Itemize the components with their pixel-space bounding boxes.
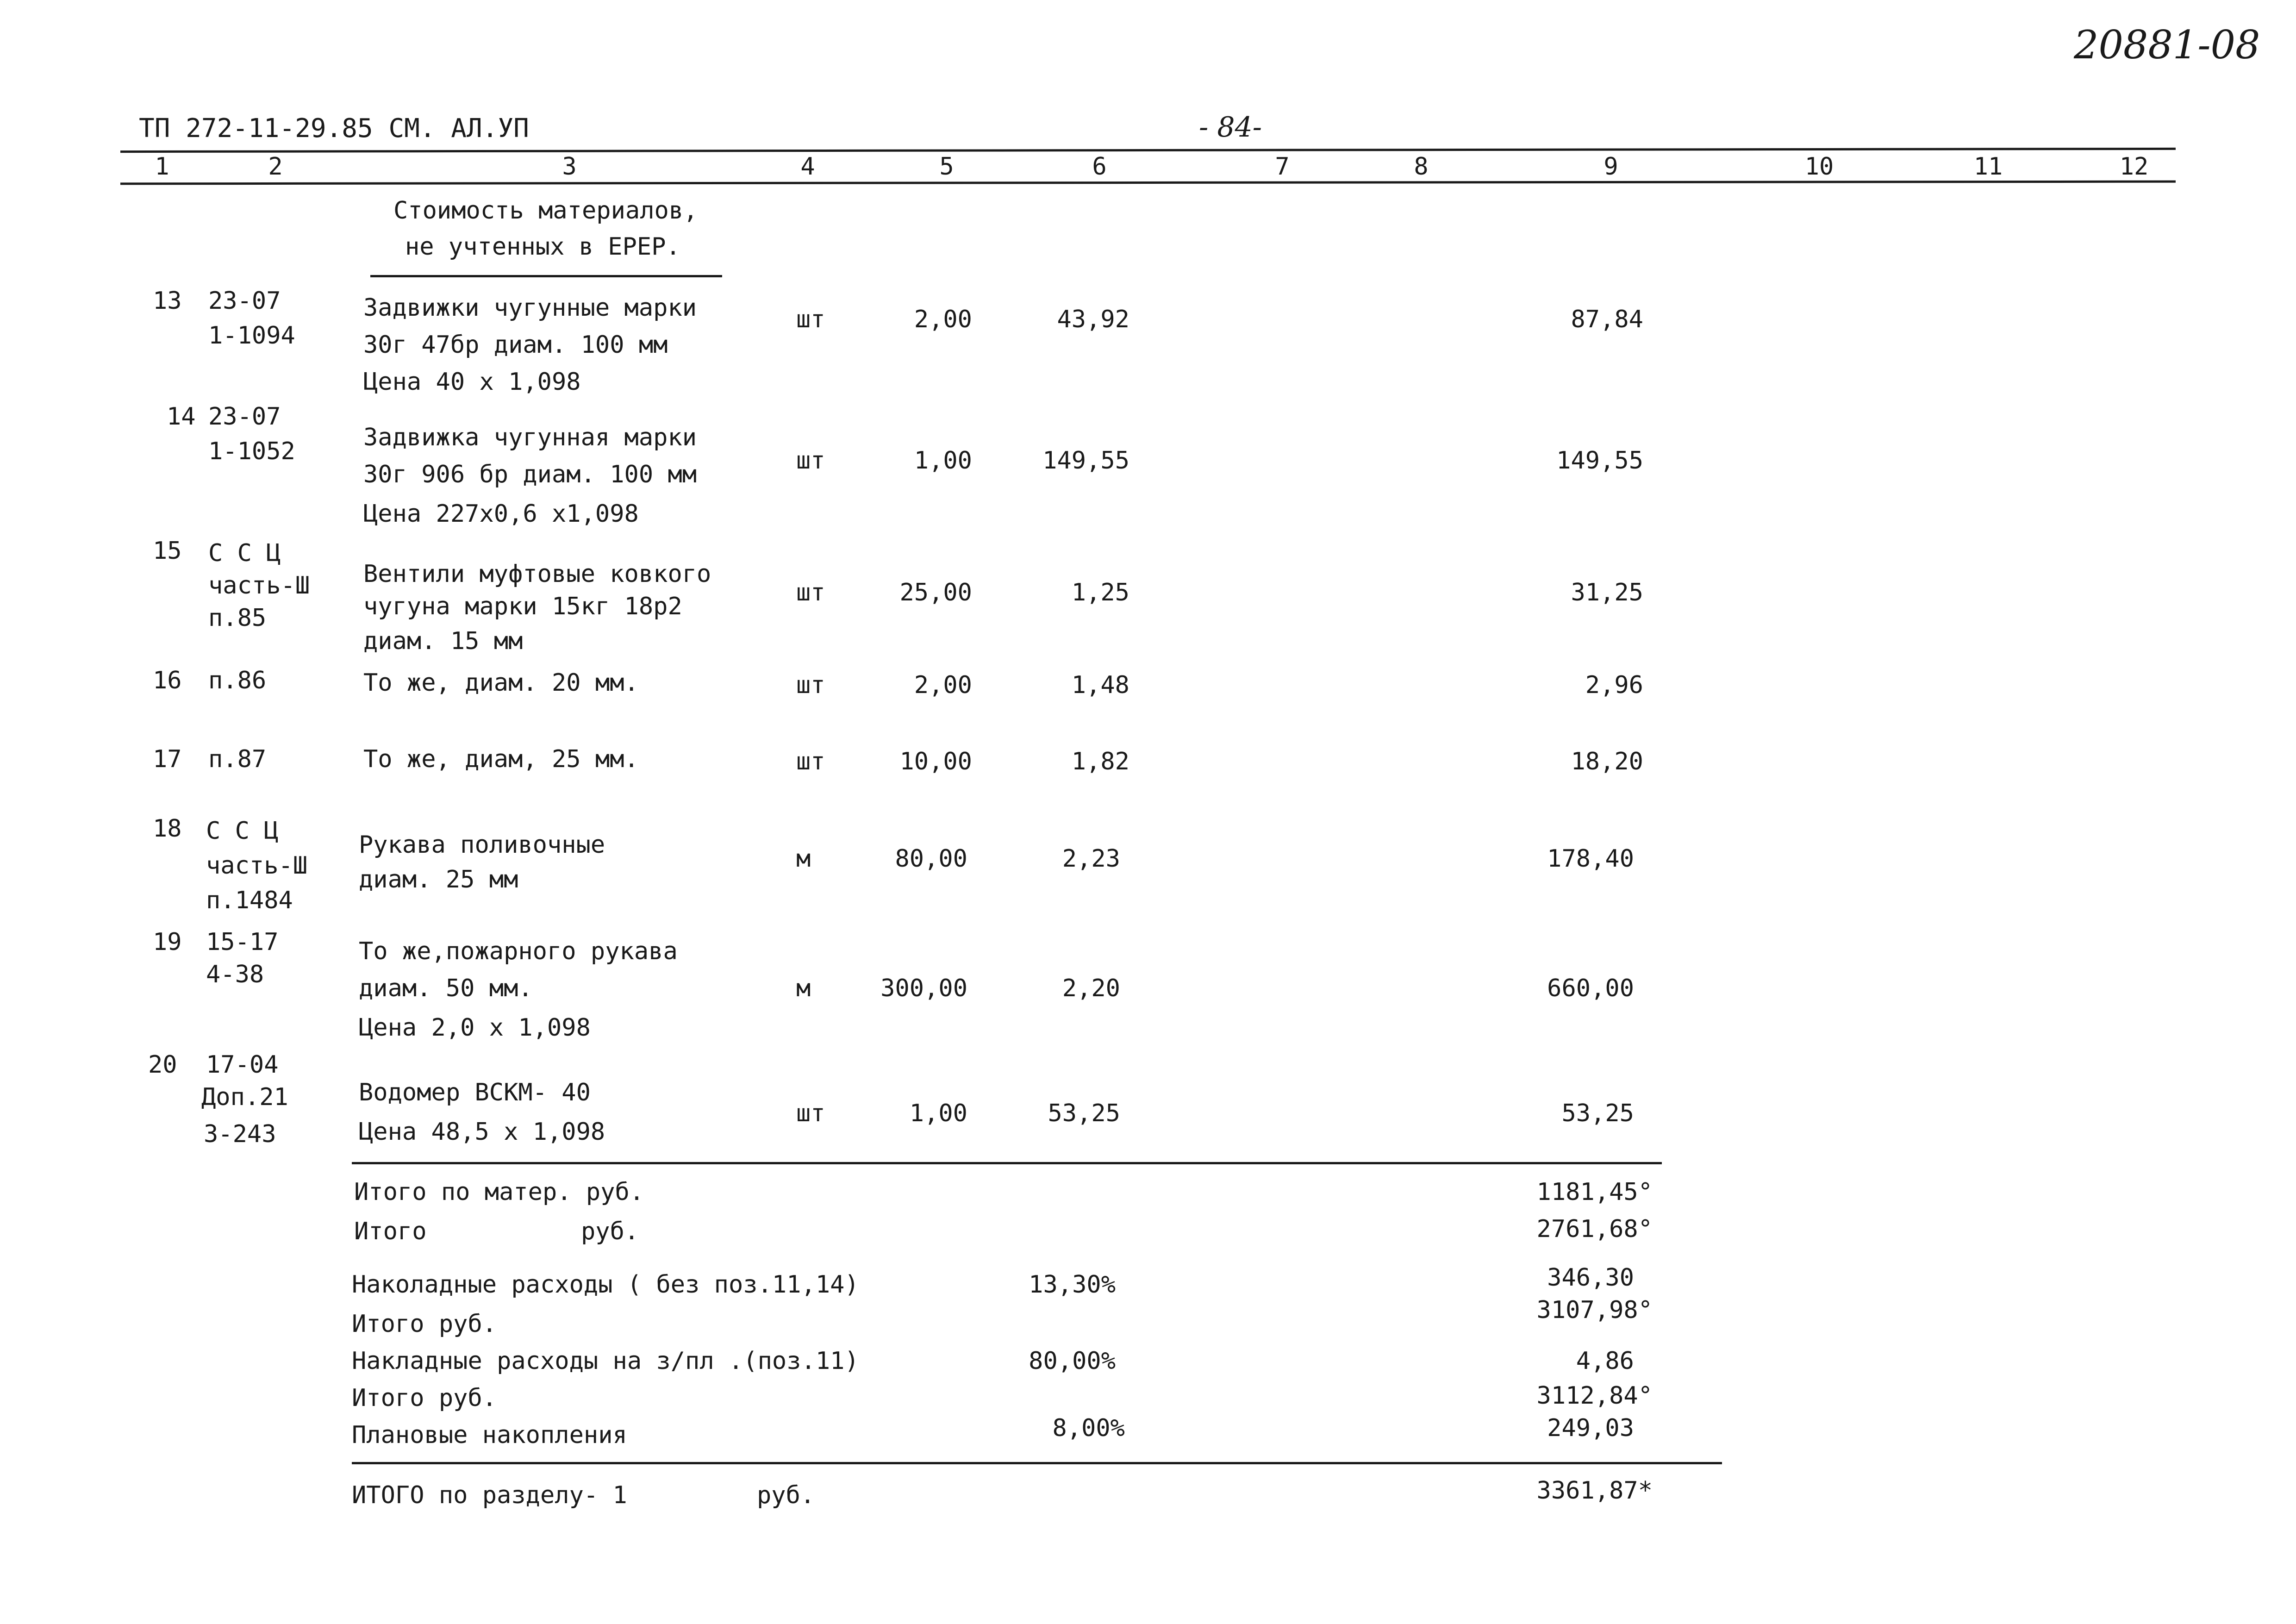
row-19-description: диам. 50 мм. <box>359 974 533 1002</box>
row-17-quantity: 10,00 <box>899 748 972 775</box>
row-16-code: п.86 <box>208 667 267 694</box>
col-9: 9 <box>1603 153 1618 181</box>
row-18-total: 178,40 <box>1547 845 1634 873</box>
row-16-price: 1,48 <box>1071 671 1129 699</box>
total-value: 2761,68° <box>1536 1215 1653 1243</box>
subtotal-1-value: 3107,98° <box>1536 1296 1653 1324</box>
col-7: 7 <box>1275 153 1290 181</box>
subtotal-1-label: Итого руб. <box>352 1310 497 1338</box>
row-19-description: Цена 2,0 x 1,098 <box>359 1014 591 1042</box>
row-14-code: 1-1052 <box>208 437 295 465</box>
planned-percent: 8,00% <box>1052 1414 1125 1442</box>
col-8: 8 <box>1414 153 1429 181</box>
row-13-unit: шт <box>796 306 825 333</box>
col-6: 6 <box>1092 153 1107 181</box>
col-2: 2 <box>268 153 283 181</box>
row-13-total: 87,84 <box>1571 306 1643 333</box>
row-19-quantity: 300,00 <box>880 974 967 1002</box>
row-19-description: То же,пожарного рукава <box>359 937 678 965</box>
row-15-quantity: 25,00 <box>899 579 972 606</box>
row-15-description: Вентили муфтовые ковкого <box>363 560 711 588</box>
row-13-code: 1-1094 <box>208 322 295 350</box>
overhead-percent: 13,30% <box>1029 1271 1116 1299</box>
row-17-price: 1,82 <box>1071 748 1129 775</box>
row-18-description: Рукава поливочные <box>359 831 605 859</box>
row-14-unit: шт <box>796 447 825 475</box>
materials-total-value: 1181,45° <box>1536 1178 1653 1206</box>
planned-label: Плановые накопления <box>352 1421 627 1449</box>
overhead-wage-percent: 80,00% <box>1029 1347 1116 1375</box>
row-18-code: п.1484 <box>206 887 293 914</box>
row-20-price: 53,25 <box>1048 1099 1120 1127</box>
row-15-code: п.85 <box>208 604 267 632</box>
total-label: Итого <box>354 1218 427 1245</box>
row-17-description: То же, диам, 25 мм. <box>363 745 639 773</box>
overhead-value: 346,30 <box>1547 1264 1634 1292</box>
row-19-code: 15-17 <box>206 928 279 956</box>
row-15-total: 31,25 <box>1571 579 1643 606</box>
row-20-unit: шт <box>796 1099 825 1127</box>
row-14-price: 149,55 <box>1042 447 1129 475</box>
row-14-description: 30г 906 бр диам. 100 мм <box>363 461 697 488</box>
row-19-total: 660,00 <box>1547 974 1634 1002</box>
row-15-code: часть-Ш <box>208 572 310 600</box>
row-13-price: 43,92 <box>1057 306 1129 333</box>
row-19-number: 19 <box>153 928 182 956</box>
col-4: 4 <box>800 153 815 181</box>
document-code: 20881-08 <box>2074 22 2260 68</box>
planned-value: 249,03 <box>1547 1414 1634 1442</box>
row-13-description: 30г 47бр диам. 100 мм <box>363 331 668 359</box>
subtotal-2-label: Итого руб. <box>352 1384 497 1412</box>
row-20-code: Доп.21 <box>201 1083 288 1111</box>
row-19-price: 2,20 <box>1062 974 1120 1002</box>
row-20-quantity: 1,00 <box>909 1099 967 1127</box>
materials-total-label: Итого по матер. руб. <box>354 1178 644 1206</box>
row-18-number: 18 <box>153 815 182 843</box>
row-17-number: 17 <box>153 745 182 773</box>
row-13-number: 13 <box>153 287 182 315</box>
section-title-underline <box>370 275 722 277</box>
section-total-label: ИТОГО по разделу- 1 <box>352 1481 627 1509</box>
row-16-total: 2,96 <box>1585 671 1643 699</box>
row-20-code: 3-243 <box>204 1120 276 1148</box>
row-14-total: 149,55 <box>1556 447 1643 475</box>
col-1: 1 <box>155 153 169 181</box>
row-18-code: С С Ц <box>206 817 279 845</box>
row-14-quantity: 1,00 <box>914 447 972 475</box>
row-17-total: 18,20 <box>1571 748 1643 775</box>
row-20-number: 20 <box>148 1051 177 1079</box>
row-19-unit: м <box>796 974 811 1002</box>
row-17-code: п.87 <box>208 745 267 773</box>
row-20-description: Цена 48,5 x 1,098 <box>359 1118 605 1146</box>
row-13-code: 23-07 <box>208 287 281 315</box>
row-15-number: 15 <box>153 537 182 565</box>
page-number: - 84- <box>1199 111 1262 144</box>
row-17-unit: шт <box>796 748 825 775</box>
row-18-quantity: 80,00 <box>895 845 967 873</box>
row-15-description: чугуна марки 15кг 18р2 <box>363 593 682 620</box>
header-rule-top <box>120 148 2176 153</box>
row-18-price: 2,23 <box>1062 845 1120 873</box>
header-rule-bottom <box>120 181 2176 185</box>
row-16-number: 16 <box>153 667 182 694</box>
header-reference: ТП 272-11-29.85 СМ. АЛ.УП <box>139 113 529 144</box>
row-18-code: часть-Ш <box>206 852 308 880</box>
row-15-description: диам. 15 мм <box>363 627 523 655</box>
row-16-unit: шт <box>796 671 825 699</box>
col-5: 5 <box>939 153 954 181</box>
overhead-label: Наколадные расходы ( без поз.11,14) <box>352 1271 859 1299</box>
row-15-unit: шт <box>796 579 825 606</box>
row-13-description: Цена 40 x 1,098 <box>363 368 581 396</box>
overhead-wage-label: Накладные расходы на з/пл .(поз.11) <box>352 1347 859 1375</box>
col-11: 11 <box>1973 153 2003 181</box>
col-12: 12 <box>2119 153 2149 181</box>
col-10: 10 <box>1804 153 1834 181</box>
row-20-code: 17-04 <box>206 1051 279 1079</box>
row-14-description: Задвижка чугунная марки <box>363 424 697 451</box>
row-20-total: 53,25 <box>1561 1099 1634 1127</box>
row-15-price: 1,25 <box>1071 579 1129 606</box>
row-18-unit: м <box>796 845 811 873</box>
row-15-code: С С Ц <box>208 539 281 567</box>
row-14-code: 23-07 <box>208 403 281 431</box>
row-16-description: То же, диам. 20 мм. <box>363 669 639 697</box>
section-total-currency: руб. <box>757 1481 815 1509</box>
section-title-line2: не учтенных в ЕРЕР. <box>405 233 680 261</box>
row-19-code: 4-38 <box>206 961 264 988</box>
col-3: 3 <box>562 153 577 181</box>
row-14-description: Цена 227x0,6 x1,098 <box>363 500 639 528</box>
subtotal-2-value: 3112,84° <box>1536 1382 1653 1410</box>
summary-rule-top <box>352 1162 1662 1164</box>
overhead-wage-value: 4,86 <box>1576 1347 1634 1375</box>
row-14-number: 14 <box>167 403 196 431</box>
row-20-description: Водомер ВСКМ- 40 <box>359 1079 591 1106</box>
row-16-quantity: 2,00 <box>914 671 972 699</box>
section-title-line1: Стоимость материалов, <box>393 197 698 225</box>
row-13-description: Задвижки чугунные марки <box>363 294 697 322</box>
row-13-quantity: 2,00 <box>914 306 972 333</box>
row-18-description: диам. 25 мм <box>359 866 518 893</box>
total-currency: руб. <box>581 1218 639 1245</box>
section-total-value: 3361,87* <box>1536 1477 1653 1505</box>
section-total-rule <box>352 1462 1722 1464</box>
